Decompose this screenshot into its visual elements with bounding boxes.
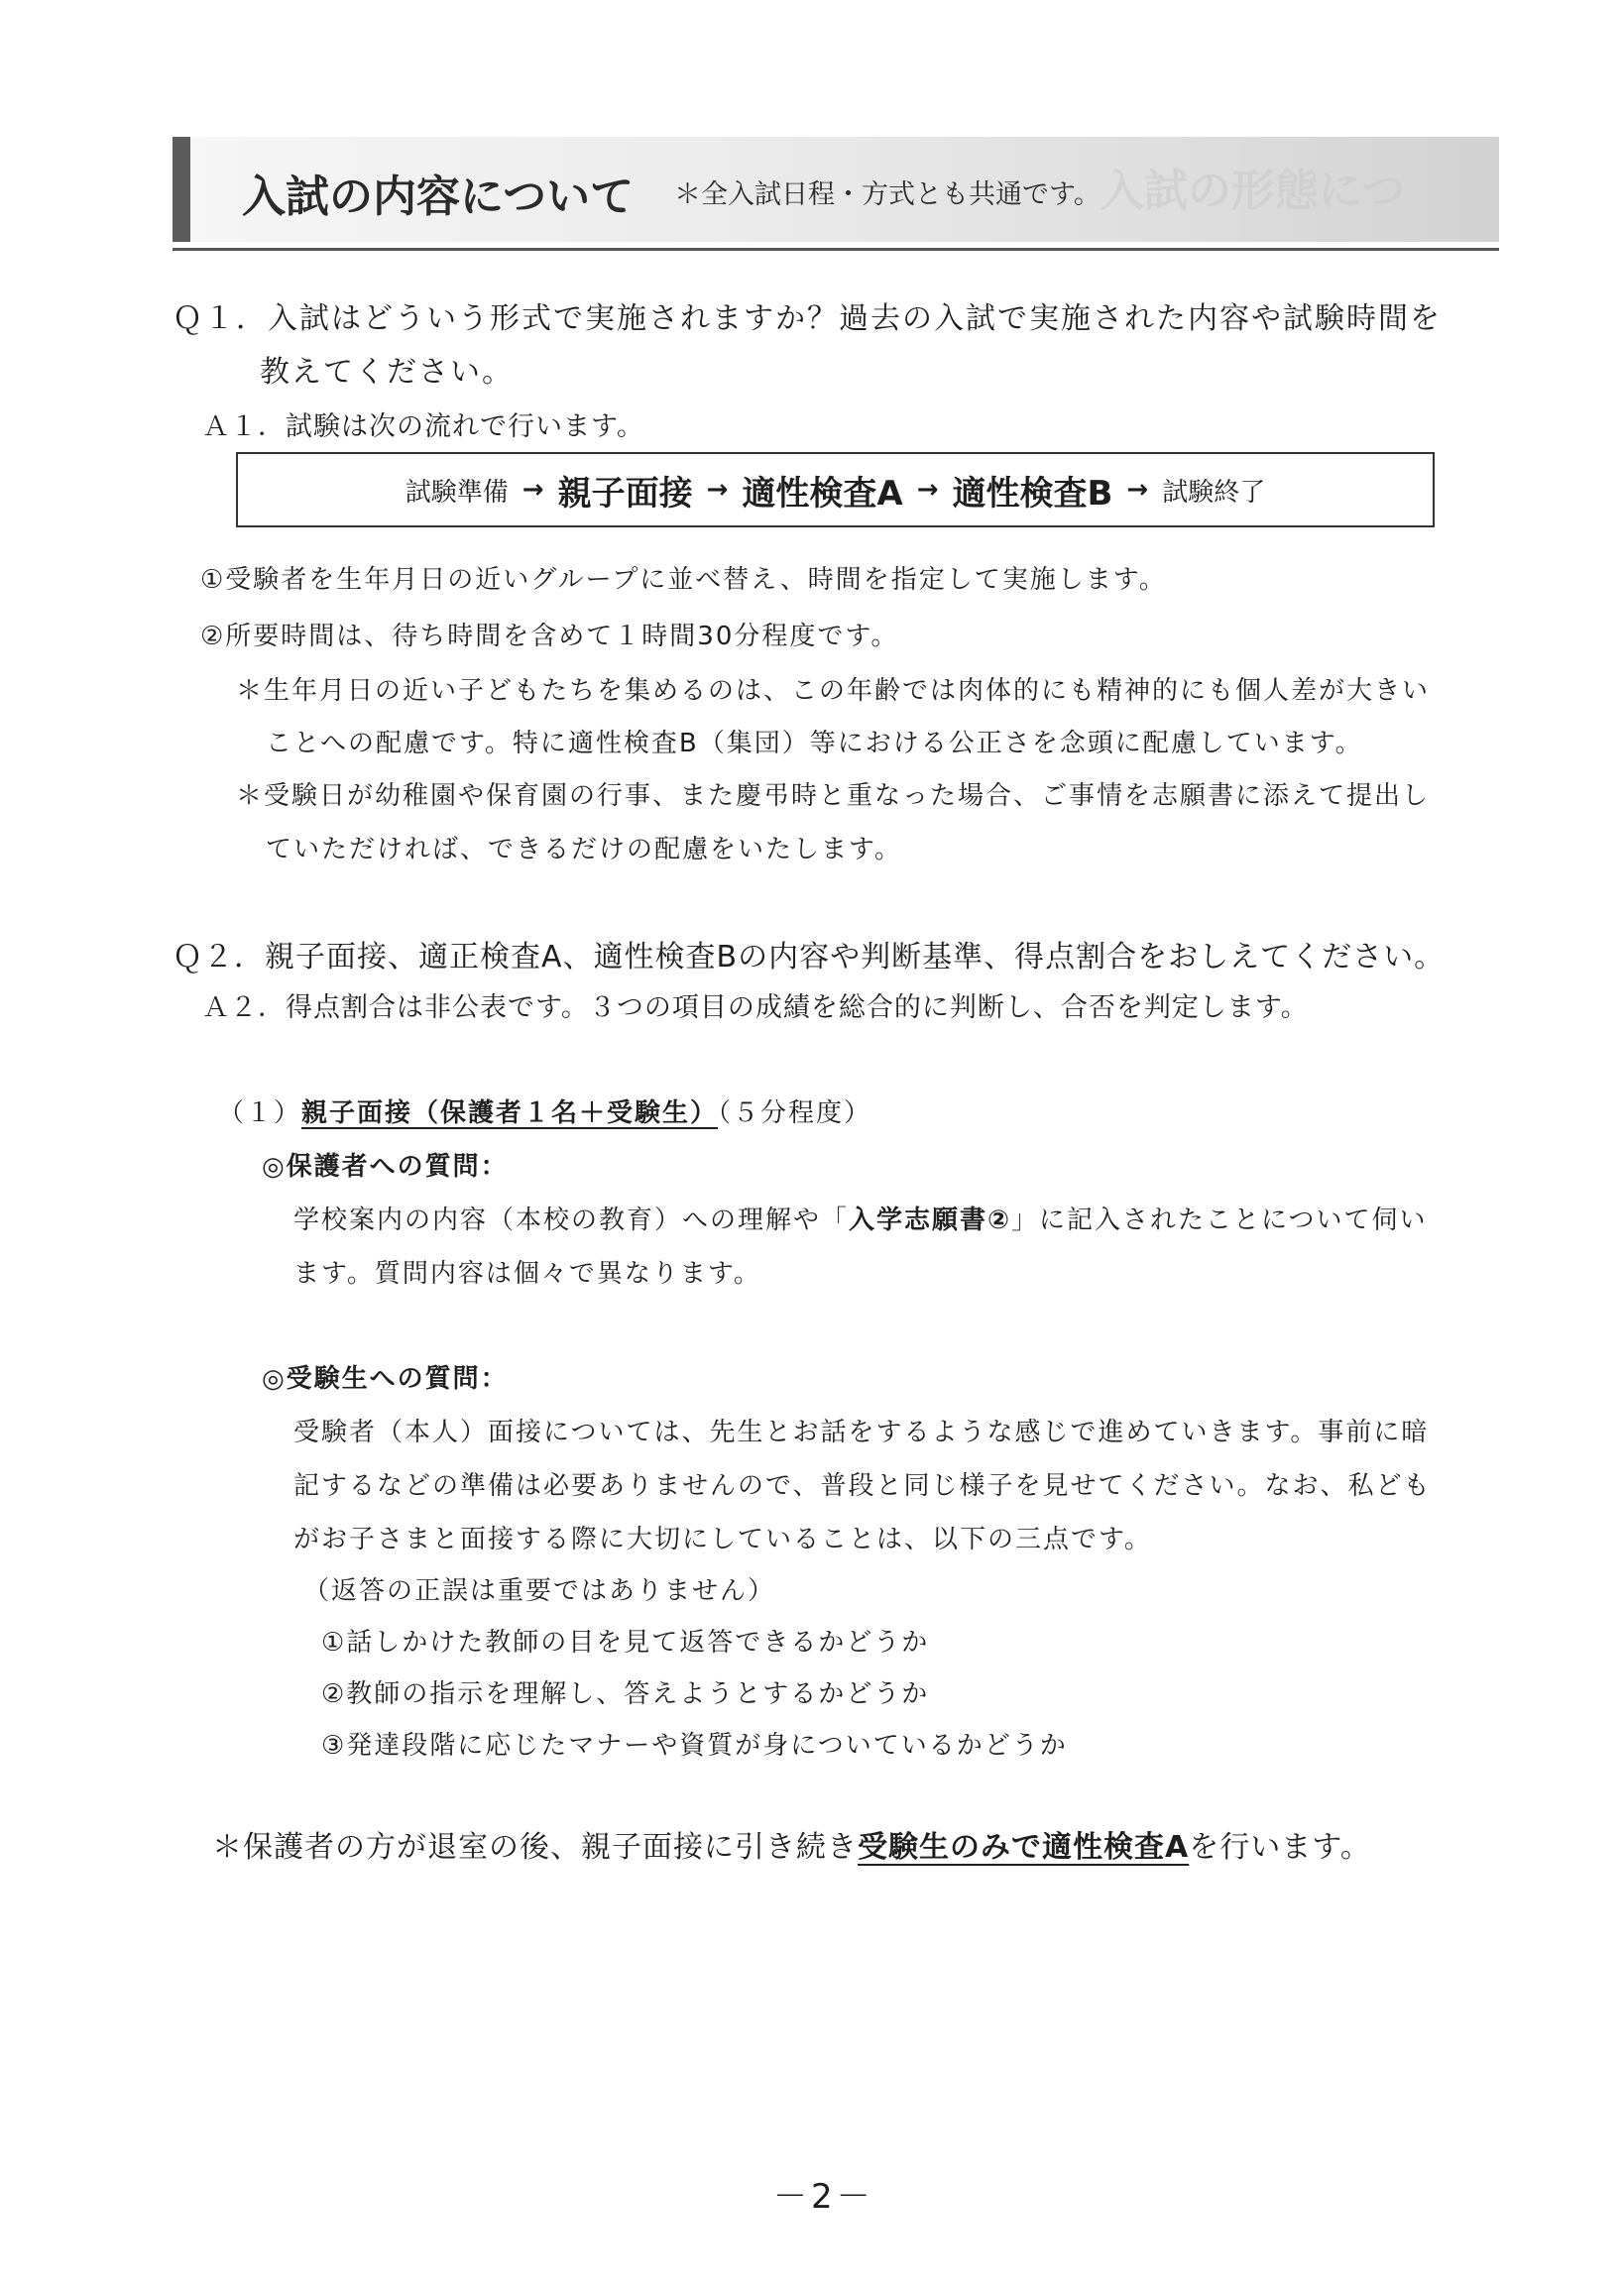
student-point-3: ③発達段階に応じたマナーや資質が身についているかどうか — [321, 1731, 1068, 1761]
section-1-prefix: （１） — [218, 1098, 302, 1128]
parent-line-1-part-a: 学校案内の内容（本校の教育）への理解や「 — [293, 1205, 850, 1235]
flow-arrow-icon: → — [706, 475, 729, 505]
exam-flow-box — [236, 452, 1435, 527]
page-number: －2－ — [773, 2177, 874, 2217]
answer-1-item-1: ①受験者を生年月日の近いグループに並べ替え、時間を指定して実施します。 — [200, 565, 1167, 595]
answer-1-note-1-line-2: ことへの配慮です。特に適性検査B（集団）等における公正さを念頭に配慮しています。 — [266, 729, 1363, 758]
student-questions-line-1: 受験者（本人）面接については、先生とお話をするような感じで進めていきます。事前に暗 — [293, 1418, 1430, 1447]
parent-line-1-part-b: 」に記入されたことについて伺い — [1011, 1205, 1428, 1235]
final-note-after: を行います。 — [1189, 1830, 1371, 1865]
flow-step-test-b: 適性検査B — [952, 473, 1113, 514]
final-note-before: ＊保護者の方が退室の後、親子面接に引き続き — [212, 1830, 858, 1865]
answer-1-note-1-line-1: ＊生年月日の近い子どもたちを集めるのは、この年齢では肉体的にも精神的にも個人差が大きい — [236, 676, 1431, 706]
answer-2-intro: Ａ２．得点割合は非公表です。３つの項目の成績を総合的に判断し、合否を判定します。 — [202, 992, 1309, 1023]
student-questions-line-2: 記するなどの準備は必要ありませんので、普段と同じ様子を見せてください。なお、私ども — [293, 1471, 1432, 1501]
answer-1-note-2-line-1: ＊受験日が幼稚園や保育園の行事、また慶弔時と重なった場合、ご事情を志願書に添えて提出し — [236, 781, 1431, 811]
section-1-title: 親子面接（保護者１名＋受験生） — [301, 1098, 719, 1128]
flow-arrow-icon: → — [916, 475, 939, 505]
parent-questions-heading: ◎保護者への質問： — [262, 1152, 509, 1182]
student-questions-line-3: がお子さまと面接する際に大切にしていることは、以下の三点です。 — [293, 1525, 1152, 1554]
answer-1-item-2: ②所要時間は、待ち時間を含めて１時間30分程度です。 — [200, 622, 899, 651]
header-accent-bar — [173, 137, 190, 242]
header-ghost-text: 入試の形態につ — [1101, 166, 1406, 216]
section-1-heading — [218, 1092, 871, 1129]
flow-step-end: 試験終了 — [1162, 477, 1266, 508]
final-note-emphasis: 受験生のみで適性検査A — [858, 1830, 1190, 1865]
flow-arrow-icon: → — [1126, 475, 1149, 505]
parent-questions-line-1 — [293, 1200, 1428, 1236]
student-questions-heading: ◎受験生への質問： — [262, 1364, 509, 1394]
student-questions-note: （返答の正誤は重要ではありません） — [303, 1576, 776, 1606]
section-1-duration: （５分程度） — [718, 1098, 872, 1128]
page-title: 入試の内容について — [242, 172, 635, 222]
answer-1-intro: Ａ１．試験は次の流れで行います。 — [202, 411, 644, 442]
flow-step-prep: 試験準備 — [405, 477, 509, 508]
header-note: ＊全入試日程・方式とも共通です。 — [674, 179, 1101, 210]
student-point-2: ②教師の指示を理解し、答えようとするかどうか — [321, 1679, 930, 1709]
header-underline — [173, 248, 1499, 251]
flow-arrow-icon: → — [522, 475, 544, 505]
flow-step-interview: 親子面接 — [557, 473, 693, 514]
parent-line-1-bold: 入学志願書② — [849, 1205, 1012, 1235]
question-2-line-1: Ｑ２．親子面接、適正検査A、適性検査Bの内容や判断基準、得点割合をおしえてください。 — [173, 940, 1446, 975]
question-1-line-2: 教えてください。 — [260, 355, 514, 390]
question-1-line-1: Ｑ１．入試はどういう形式で実施されますか？過去の入試で実施された内容や試験時間を — [173, 301, 1442, 336]
parent-questions-line-2: ます。質問内容は個々で異なります。 — [293, 1259, 761, 1289]
final-note — [212, 1822, 1371, 1866]
flow-step-test-a: 適性検査A — [742, 473, 903, 514]
student-point-1: ①話しかけた教師の目を見て返答できるかどうか — [321, 1628, 930, 1658]
answer-1-note-2-line-2: ていただければ、できるだけの配慮をいたします。 — [266, 835, 902, 864]
